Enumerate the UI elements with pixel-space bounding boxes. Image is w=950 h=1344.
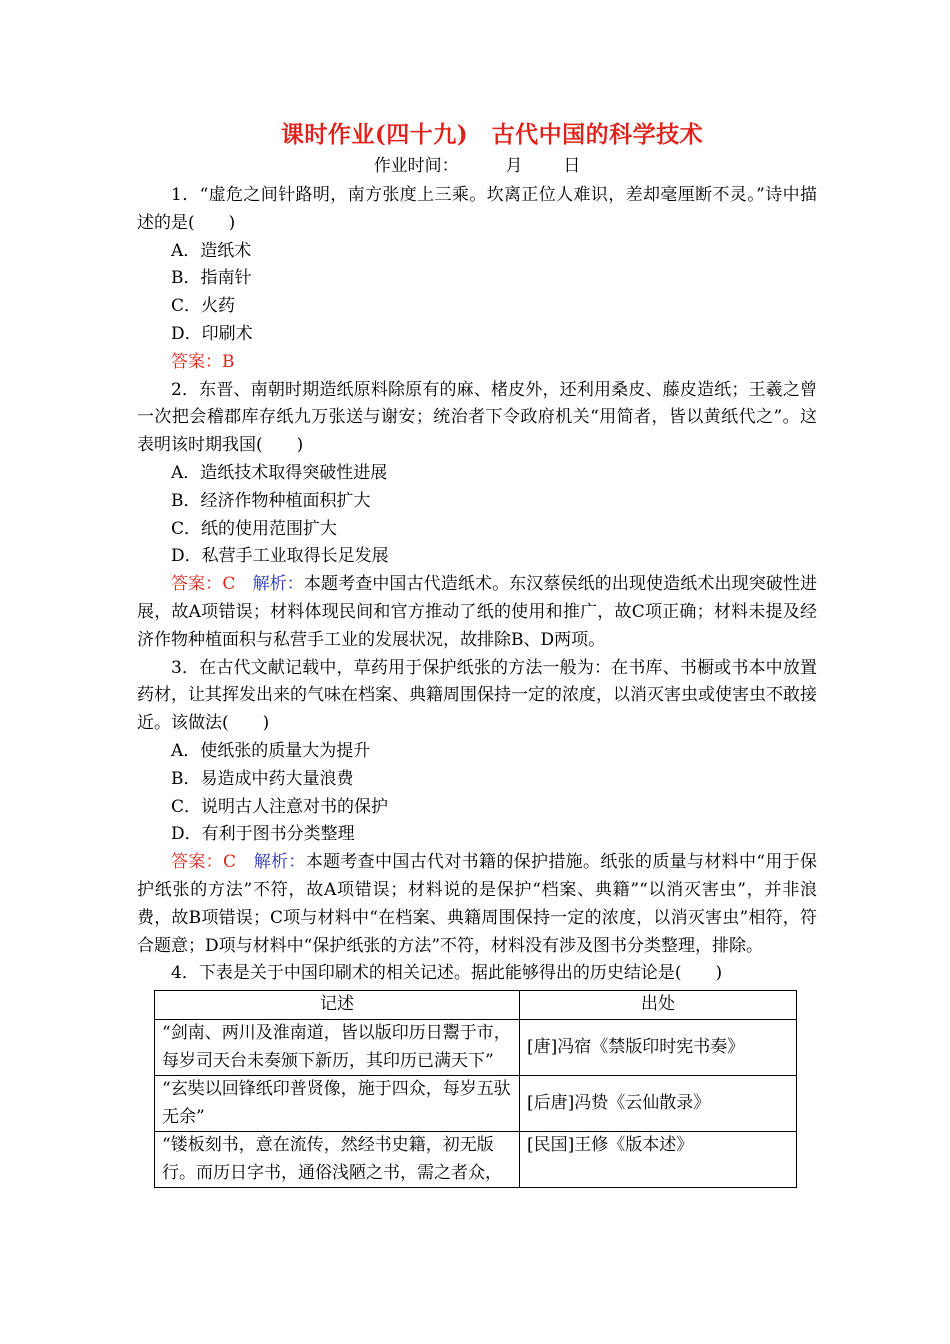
analysis-text: 本题考查中国古代造纸术。东汉蔡侯纸的出现使造纸术出现突破性进展，故A项错误；材料体现民间和官方推动了纸的使用和推广，故C项正确；材料未提及经济作物种植面积与私营手工业的发展状况，故排除B、D两项。	[137, 574, 818, 650]
option-d: D．私营手工业取得长足发展	[171, 546, 389, 567]
table-cell: [后唐]冯贽《云仙散录》	[520, 1076, 797, 1132]
question-stem: 3．在古代文献记载中，草药用于保护纸张的方法一般为：在书库、书橱或书本中放置药材，让其挥发出来的气味在档案、典籍周围保持一定的浓度，以消灭害虫或使害虫不敢接近。该做法( )	[137, 657, 817, 734]
option-c: C．火药	[171, 296, 236, 317]
option-a: A．造纸技术取得突破性进展	[171, 462, 388, 483]
table-header: 出处	[520, 991, 797, 1020]
option-a: A．造纸术	[171, 240, 252, 261]
question-2	[137, 377, 817, 655]
table-cell: “镂板刻书，意在流传，然经书史籍，初无版行。而历日字书，通俗浅陋之书，需之者众，	[155, 1132, 520, 1188]
page-title: 课时作业(四十九) 古代中国的科学技术	[280, 121, 704, 148]
option-b: B．易造成中药大量浪费	[171, 768, 354, 789]
table-row	[155, 1020, 797, 1076]
table-cell: [唐]冯宿《禁版印时宪书奏》	[520, 1020, 797, 1076]
analysis-label: 解析：	[253, 852, 306, 873]
answer-analysis	[137, 849, 817, 960]
printing-table	[154, 990, 797, 1188]
date-label: 作业时间：	[373, 156, 459, 176]
date-month: 月	[505, 156, 523, 176]
table-cell: [民国]王修《版本述》	[520, 1132, 797, 1188]
table-row	[155, 1132, 797, 1188]
table-header: 记述	[155, 991, 520, 1020]
analysis-label: 解析：	[252, 574, 304, 595]
option-d: D．印刷术	[171, 323, 253, 344]
question-stem: 2．东晋、南朝时期造纸原料除原有的麻、楮皮外，还利用桑皮、藤皮造纸；王羲之曾一次把会稽郡库存纸九万张送与谢安；统治者下令政府机关“用简者，皆以黄纸代之”。这表明该时期我国( )	[137, 379, 817, 456]
date-line	[137, 152, 817, 180]
analysis-text: 本题考查中国古代对书籍的保护措施。纸张的质量与材料中“用于保护纸张的方法”不符，故A项错误；材料说的是保护“档案、典籍”“以消灭害虫”，并非浪费，故B项错误；C项与材料中“在档案、典籍周围保持一定的浓度，以消灭害虫”相符，符合题意；D项与材料中“保护纸张的方法”不符，材料没有涉及图书分类整理，排除。	[137, 852, 818, 956]
answer: 答案：C	[171, 852, 237, 873]
option-d: D．有利于图书分类整理	[171, 824, 355, 845]
question-stem: 4．下表是关于中国印刷术的相关记述。据此能够得出的历史结论是( )	[171, 963, 723, 984]
option-a: A．使纸张的质量大为提升	[171, 740, 371, 761]
table-cell: “玄奘以回锋纸印普贤像，施于四众，每岁五驮无余”	[155, 1076, 520, 1132]
table-header-row	[155, 991, 797, 1020]
table-cell: “剑南、两川及淮南道，皆以版印历日鬻于市，每岁司天台未奏颁下新历，其印历已满天下”	[155, 1020, 520, 1076]
answer: 答案：B	[171, 351, 235, 372]
table-row	[155, 1076, 797, 1132]
document-page	[137, 118, 817, 1188]
answer-analysis	[137, 571, 817, 654]
question-1	[137, 182, 817, 377]
question-3	[137, 655, 817, 961]
option-c: C．纸的使用范围扩大	[171, 518, 338, 539]
question-stem: 1．“虚危之间针路明，南方张度上三乘。坎离正位人难识，差却毫厘断不灵。”诗中描述的是( )	[137, 185, 817, 233]
answer: 答案：C	[171, 574, 236, 595]
option-b: B．指南针	[171, 268, 252, 289]
question-4	[137, 960, 817, 1188]
date-day: 日	[563, 156, 581, 176]
option-c: C．说明古人注意对书的保护	[171, 796, 389, 817]
option-b: B．经济作物种植面积扩大	[171, 490, 371, 511]
